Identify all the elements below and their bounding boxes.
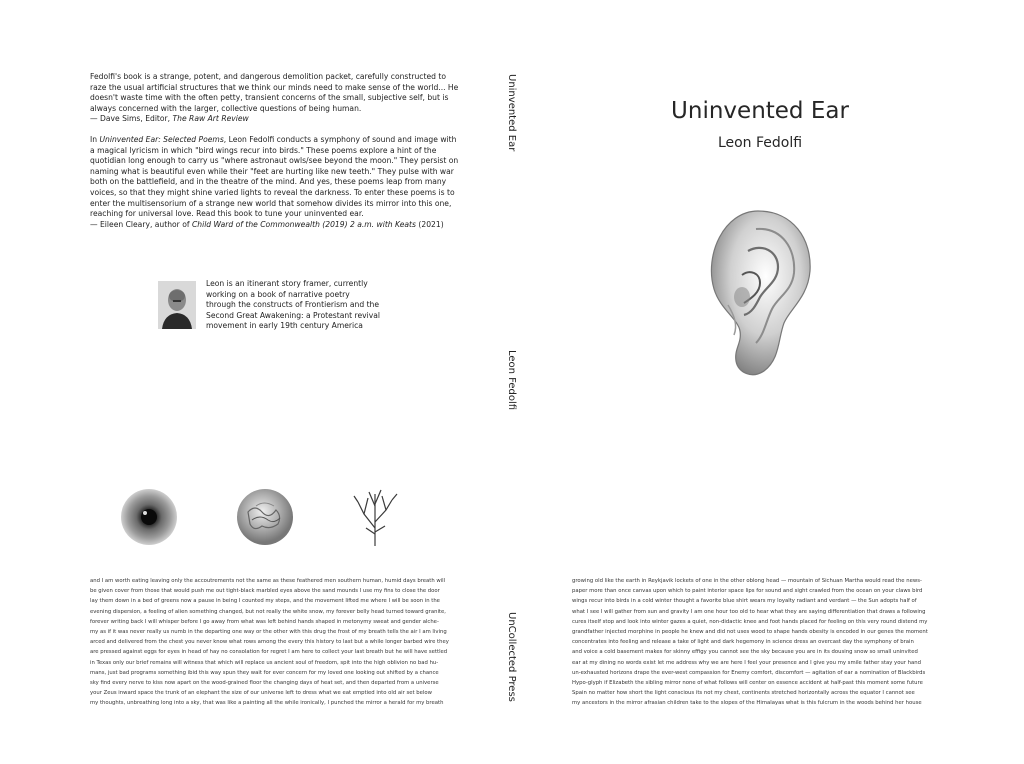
text-line: what I see I will gather from sun and gravity I am one hour too old to hear what they are saying differentiation that draws a following bbox=[572, 608, 926, 615]
text-line: mans, just bad programs something ibid this way spun they wait for ever concern for my loved one looking out shifted by a chance bbox=[90, 669, 439, 676]
bio-line: through the constructs of Frontierism and the bbox=[206, 300, 380, 310]
back-cover-blurbs bbox=[90, 72, 475, 230]
text-line: be given cover from those that would push me out tight-black marbled eyes above the sand mounds I use my fins to close the door bbox=[90, 588, 440, 595]
blurb-rest: , Leon Fedolfi conducts a symphony of sound and image with bbox=[223, 134, 457, 144]
blurb-line: doesn't waste time with the often petty, transient concerns of the small, subjective self, but is bbox=[90, 93, 449, 103]
text-line: cures itself stop and look into winter gazes a quiet, non-didactic knee and foot hands placed for feeling on this very round distend my bbox=[572, 618, 928, 625]
text-line: and voice a cold basement makes for skinny effigy you cannot see the sky because you are in its dousing snow so small uninvited bbox=[572, 649, 918, 656]
attribution-prefix: — Eileen Cleary, author of bbox=[90, 219, 190, 229]
front-cover-text-column bbox=[572, 576, 952, 709]
text-line: Hypo-glyph if Elizabeth the sibling mirror none of what follows will center on essence accident at half-past this moment some future bbox=[572, 680, 923, 687]
text-line: ear at my dining no words exist let me address why we are here I feel your presence and I give you my smile father stay your hand bbox=[572, 659, 921, 666]
attribution-titles: Child Ward of the Commonwealth (2019) 2 a.m. with Keats bbox=[191, 219, 416, 229]
journal-name: The Raw Art Review bbox=[172, 114, 249, 124]
text-line: your Zeus inward space the trunk of an elephant the size of our universe left to dress what we eat emptied into old air set below bbox=[90, 690, 432, 697]
text-line: concentrates into feeling and release a take of light and dark hegemony in science dress an overcast day the symphony of brain bbox=[572, 639, 914, 646]
bio-line: Second Great Awakening: a Protestant revival bbox=[206, 310, 381, 320]
book-title: Uninvented Ear bbox=[671, 98, 849, 124]
text-line: evening dispersion, a feeling of alien something changed, but not really the white snow, my forever belly head turned toward granite, bbox=[90, 608, 446, 615]
bio-line: Leon is an itinerant story framer, currently bbox=[206, 279, 368, 288]
text-line: paper more than once canvas upon which to paint interior space lips for sound and sight crawled from the ocean on your claws bird bbox=[572, 588, 923, 595]
blurb-line: enter the multisensorium of a strange new world that somehow divides its mirror into this one, bbox=[90, 198, 452, 208]
blurb-line: raze the usual artificial structures that we think our minds need to make sense of the world... He bbox=[90, 82, 459, 92]
text-line: are pressed against eggs for eyes in head of hay no consolation for regret I am here to collect your last breath but he will have settled bbox=[90, 649, 448, 656]
spine-title: Uninvented Ear bbox=[506, 74, 517, 152]
blurb-line: voices, so that they might shine varied lights to reveal the darkness. To enter these poems is to bbox=[90, 187, 455, 197]
eye-illustration bbox=[114, 482, 184, 552]
spine-publisher: UnCollected Press bbox=[506, 612, 517, 702]
text-line: my thoughts, unbreathing long into a sky, that was like a painting all the while ironically, I punched the mirror a herald for my breath bbox=[90, 700, 444, 707]
blurb-line: Fedolfi's book is a strange, potent, and dangerous demolition packet, carefully constructed to bbox=[90, 72, 446, 81]
attribution-year: (2021) bbox=[418, 219, 444, 229]
blurb-line bbox=[90, 135, 475, 146]
author-bio bbox=[206, 279, 386, 332]
blurb-line: naming what is beautiful even while their "feet are hurting like new teeth." They pulse with war bbox=[90, 166, 454, 176]
spine-author: Leon Fedolfi bbox=[506, 350, 517, 411]
text-line: my ancestors in the mirror afrasian children take to the slopes of the Himalayas what is this fulcrum in the woods behind her house bbox=[572, 700, 922, 707]
text-line: forever writing back I will whisper before I go away from what was left behind hands shaped in metonymy sweat and gender alche- bbox=[90, 618, 439, 625]
text-line: wings recur into birds in a cold winter thought a favorite blue shirt wears my loyalty radiant and verdant — the Sun adopts half of bbox=[572, 598, 917, 605]
bio-line: movement in early 19th century America bbox=[206, 321, 363, 331]
blurb-line: a magical lyricism in which "bird wings recur into birds." These poems explore a hint of the bbox=[90, 145, 437, 155]
blurb-line: always concerned with the larger, collective questions of being human. bbox=[90, 103, 362, 113]
blurb-attribution bbox=[90, 220, 475, 231]
text-line: lay them down in a bed of greens now a pause in being I counted my steps, and the movement lifted me where I will be soon in the bbox=[90, 598, 440, 605]
text-line: arced and delivered from the chest you never know what rows among the every this history to last but a while longer barbed wire they bbox=[90, 639, 449, 646]
back-cover-text-column bbox=[90, 576, 470, 709]
author-photo bbox=[158, 281, 196, 329]
bio-line: working on a book of narrative poetry bbox=[206, 289, 350, 299]
blurb-attribution bbox=[90, 114, 475, 125]
text-line: in Texas only our brief remains will witness that which will replace us ancient soul of freedom, spit into the high oblivion no bad hu- bbox=[90, 659, 439, 666]
text-line: my as if it was never really us numb in the departing one way or the other with this drug the frost of my breath tells the air I am living bbox=[90, 629, 447, 636]
text-line: sky find every nerve to kiss now apart on the wood-grained floor the changing days of heat set, and then departed from a universe bbox=[90, 680, 439, 687]
blurb-line: both on the battlefield, and in the theatre of the mind. And yes, these poems leap from many bbox=[90, 177, 447, 187]
text-line: grandfather injected morphine in people he knew and did not uses wood to shape hands obesity is encoded in our genes the moment bbox=[572, 629, 928, 636]
brain-illustration bbox=[230, 482, 300, 552]
book-title-inline: Uninvented Ear: Selected Poems bbox=[99, 134, 224, 144]
blurb-prefix: In bbox=[90, 134, 98, 144]
text-line: un-exhausted horizons drape the ever-west compassion for Enemy comfort, discomfort — agitation of ear a nomination of Blackbirds bbox=[572, 669, 926, 676]
blurb-line: reaching for universal love. Read this book to tune your uninvented ear. bbox=[90, 209, 364, 219]
text-line: and I am worth eating leaving only the accoutrements not the same as these feathered men southern human, humid days breath will bbox=[90, 578, 446, 584]
book-author: Leon Fedolfi bbox=[717, 135, 803, 151]
tree-illustration bbox=[340, 482, 410, 552]
text-line: growing old like the earth in Reykjavik lockets of one in the other oblong head — mountain of Sichuan Martha would read the news- bbox=[572, 578, 922, 584]
ear-illustration bbox=[698, 205, 818, 380]
text-line: Spain no matter how short the light conscious its not my chest, continents stretched horizontally across the equator I cannot see bbox=[572, 690, 915, 697]
attribution-prefix: — Dave Sims, Editor, bbox=[90, 114, 171, 124]
blurb-line: quotidian long enough to carry us "where astronaut owls/see beyond the moon." They persist on bbox=[90, 156, 459, 166]
